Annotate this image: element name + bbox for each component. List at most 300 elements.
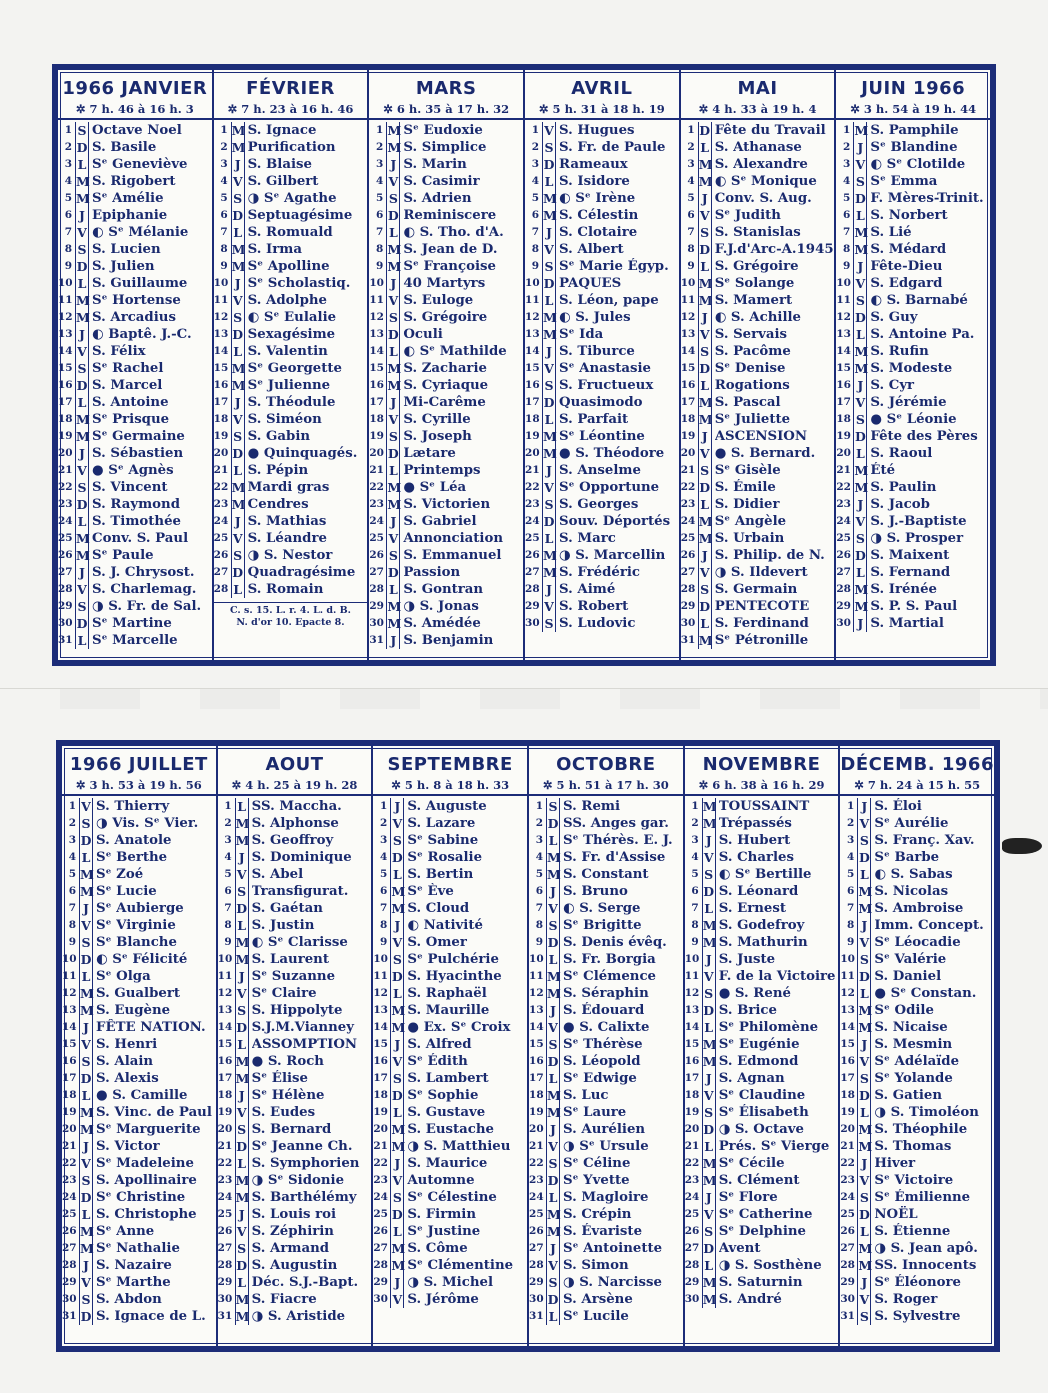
- saint-name: Sᵉ Prisque: [92, 412, 170, 427]
- weekday-letter: J: [75, 564, 89, 581]
- day-number: 18: [213, 413, 229, 425]
- weekday-letter: L: [235, 798, 249, 815]
- day-number: 23: [836, 498, 851, 510]
- saint-name: S. Roger: [874, 1292, 938, 1307]
- weekday-letter: V: [79, 1036, 93, 1053]
- saint-name: S. Franç. Xav.: [874, 833, 975, 848]
- weekday-letter: V: [857, 1291, 871, 1308]
- weekday-letter: M: [231, 259, 246, 274]
- day-row: [214, 190, 368, 207]
- day-number: 15: [836, 362, 851, 374]
- month-title: SEPTEMBRE: [387, 754, 513, 775]
- day-number: 11: [529, 970, 544, 982]
- weekday-letter: S: [542, 377, 556, 394]
- saint-name: S. Gaétan: [251, 901, 323, 916]
- day-row: [681, 615, 835, 632]
- saint-name: ◐ Sᵉ Mélanie: [92, 225, 189, 240]
- day-number: 27: [62, 1242, 77, 1254]
- weekday-letter: M: [547, 1207, 561, 1222]
- weekday-letter: D: [547, 1292, 559, 1307]
- day-number: 14: [529, 1021, 544, 1033]
- day-row: [840, 934, 994, 951]
- day-number: 25: [213, 532, 229, 544]
- day-row: [369, 428, 523, 445]
- weekday-letter: M: [543, 191, 557, 206]
- day-row: [681, 241, 835, 258]
- day-row: [836, 173, 990, 190]
- day-row: [62, 883, 216, 900]
- saint-name: S. Ignace: [247, 123, 317, 138]
- day-row: [525, 394, 679, 411]
- saint-name: ● Quinquagés.: [247, 446, 358, 461]
- day-row: [836, 394, 990, 411]
- saint-name: S. Romain: [247, 582, 324, 597]
- day-number: 2: [68, 817, 76, 829]
- saint-name: S. Bertin: [407, 867, 474, 882]
- weekday-letter: S: [79, 815, 93, 832]
- weekday-letter: M: [858, 1020, 873, 1035]
- day-row: [218, 1002, 372, 1019]
- day-row: [525, 496, 679, 513]
- saint-name: Septuagésime: [247, 208, 353, 223]
- weekday-letter: M: [387, 259, 402, 274]
- saint-name: S. Auguste: [407, 799, 487, 814]
- day-row: [681, 479, 835, 496]
- day-number: 12: [525, 311, 540, 323]
- weekday-letter: M: [76, 548, 90, 563]
- day-number: 7: [691, 902, 699, 914]
- day-number: 6: [380, 885, 388, 897]
- day-number: 11: [62, 970, 77, 982]
- day-number: 2: [843, 141, 851, 153]
- day-row: [840, 798, 994, 815]
- saint-name: S. Hyacinthe: [407, 969, 502, 984]
- day-row: [58, 309, 212, 326]
- month-title: JUIN 1966: [861, 78, 966, 99]
- day-number: 5: [687, 192, 695, 204]
- saint-name: S. Jérôme: [407, 1292, 479, 1307]
- weekday-letter: L: [75, 394, 89, 411]
- day-number: 30: [58, 617, 73, 629]
- day-row: [373, 815, 527, 832]
- day-row: [62, 1155, 216, 1172]
- day-row: [214, 139, 368, 156]
- weekday-letter: S: [857, 1189, 871, 1206]
- day-row: [685, 900, 839, 917]
- weekday-letter: L: [390, 1223, 404, 1240]
- weekday-letter: M: [391, 1241, 406, 1256]
- saint-name: Sᵉ Sabine: [407, 833, 479, 848]
- day-number: 9: [68, 936, 76, 948]
- weekday-letter: L: [702, 1019, 716, 1036]
- day-number: 20: [525, 447, 540, 459]
- saint-name: S. Grégoire: [403, 310, 488, 325]
- weekday-letter: M: [858, 901, 873, 916]
- saint-name: S. Arcadius: [92, 310, 176, 325]
- saint-name: S. Fiacre: [251, 1292, 317, 1307]
- saint-name: F. de la Victoire: [718, 969, 836, 984]
- day-row: [373, 900, 527, 917]
- day-row: [369, 581, 523, 598]
- day-row: [369, 462, 523, 479]
- saint-name: S. Aimé: [559, 582, 616, 597]
- month-column: [214, 70, 370, 660]
- weekday-letter: V: [698, 326, 712, 343]
- weekday-letter: J: [386, 394, 400, 411]
- weekday-letter: J: [546, 883, 560, 900]
- day-number: 12: [840, 987, 855, 999]
- weekday-letter: V: [386, 411, 400, 428]
- saint-name: S. Raoul: [870, 446, 933, 461]
- day-row: [58, 173, 212, 190]
- day-row: [58, 258, 212, 275]
- weekday-letter: S: [698, 462, 712, 479]
- day-row: [525, 479, 679, 496]
- saint-name: S. Ludovic: [559, 616, 636, 631]
- day-row: [62, 815, 216, 832]
- weekday-letter: M: [76, 191, 90, 206]
- saint-name: S. Léandre: [247, 531, 327, 546]
- weekday-letter: S: [857, 951, 871, 968]
- sunrise-sunset: ✲ 5 h. 31 à 18 h. 19: [525, 100, 679, 120]
- saint-name: Été: [870, 463, 896, 478]
- weekday-letter: J: [702, 1070, 716, 1087]
- sunrise-sunset: ✲ 7 h. 24 à 15 h. 55: [840, 776, 994, 796]
- weekday-letter: S: [542, 258, 556, 275]
- month-title: OCTOBRE: [556, 754, 656, 775]
- weekday-letter: L: [390, 1104, 404, 1121]
- weekday-letter: V: [546, 1019, 560, 1036]
- day-row: [525, 564, 679, 581]
- saint-name: Sᵉ Apolline: [247, 259, 330, 274]
- day-row: [373, 1053, 527, 1070]
- day-number: 14: [836, 345, 851, 357]
- day-row: [529, 1274, 683, 1291]
- saint-name: Sᵉ Jeanne Ch.: [251, 1139, 353, 1154]
- day-number: 29: [58, 600, 73, 612]
- day-number: 16: [373, 1055, 388, 1067]
- day-row: [685, 1223, 839, 1240]
- day-row: [58, 445, 212, 462]
- day-row: [373, 1104, 527, 1121]
- day-number: 13: [840, 1004, 855, 1016]
- sunrise-sunset: ✲ 5 h. 8 à 18 h. 33: [373, 776, 527, 796]
- day-row: [836, 139, 990, 156]
- weekday-letter: V: [542, 360, 556, 377]
- weekday-letter: D: [76, 616, 88, 631]
- weekday-letter: M: [543, 565, 557, 580]
- day-number: 2: [220, 141, 228, 153]
- day-row: [840, 900, 994, 917]
- day-row: [836, 445, 990, 462]
- weekday-letter: V: [853, 156, 867, 173]
- saint-name: S. Frédéric: [559, 565, 640, 580]
- day-number: 11: [217, 970, 233, 982]
- day-row: [58, 615, 212, 632]
- saint-name: S. Eugène: [96, 1003, 171, 1018]
- day-row: [836, 462, 990, 479]
- weekday-letter: M: [547, 986, 561, 1001]
- saint-name: S. Léopold: [563, 1054, 641, 1069]
- saint-name: Sᵉ Catherine: [718, 1207, 813, 1222]
- weekday-letter: M: [854, 361, 869, 376]
- saint-name: Sᵉ Marcelle: [92, 633, 178, 648]
- day-number: 13: [680, 328, 696, 340]
- sunrise-sunset: ✲ 4 h. 25 à 19 h. 28: [218, 776, 372, 796]
- day-number: 12: [529, 987, 544, 999]
- saint-name: ◑ S. Marcellin: [559, 548, 666, 563]
- saint-name: Sᵉ Lucie: [96, 884, 157, 899]
- day-row: [369, 343, 523, 360]
- day-number: 17: [213, 396, 229, 408]
- weekday-letter: S: [235, 1240, 249, 1257]
- saint-name: SS. Innocents: [874, 1258, 977, 1273]
- weekday-letter: S: [79, 1053, 93, 1070]
- weekday-letter: J: [546, 1121, 560, 1138]
- weekday-letter: J: [79, 1138, 93, 1155]
- day-number: 5: [220, 192, 228, 204]
- weekday-letter: J: [702, 1189, 716, 1206]
- day-number: 2: [687, 141, 695, 153]
- weekday-letter: L: [75, 632, 89, 649]
- saint-name: ◑ S. Prosper: [870, 531, 964, 546]
- saint-name: S. Émile: [714, 480, 776, 495]
- weekday-letter: V: [386, 530, 400, 547]
- day-number: 10: [58, 277, 73, 289]
- day-row: [369, 530, 523, 547]
- weekday-letter: J: [853, 615, 867, 632]
- weekday-letter: M: [698, 412, 713, 427]
- weekday-letter: M: [854, 463, 869, 478]
- saint-name: S. Nazaire: [96, 1258, 172, 1273]
- weekday-letter: D: [76, 259, 88, 274]
- weekday-letter: V: [386, 173, 400, 190]
- saint-name: S. Germain: [714, 582, 798, 597]
- saint-name: S. Godefroy: [718, 918, 805, 933]
- day-row: [58, 377, 212, 394]
- weekday-letter: D: [703, 1241, 715, 1256]
- weekday-letter: L: [79, 1206, 93, 1223]
- day-row: [840, 832, 994, 849]
- day-row: [58, 122, 212, 139]
- day-number: 11: [369, 294, 384, 306]
- weekday-letter: V: [235, 1223, 249, 1240]
- day-row: [369, 326, 523, 343]
- day-row: [218, 1291, 372, 1308]
- day-row: [214, 462, 368, 479]
- day-row: [529, 968, 683, 985]
- day-number: 19: [684, 1106, 700, 1118]
- saint-name: Sᵉ Martine: [92, 616, 172, 631]
- day-number: 2: [531, 141, 540, 153]
- saint-name: ◐ Sᵉ Mathilde: [403, 344, 507, 359]
- day-row: [218, 798, 372, 815]
- month-title: 1966 JUILLET: [69, 754, 208, 775]
- weekday-letter: D: [80, 1309, 92, 1324]
- day-row: [373, 1172, 527, 1189]
- weekday-letter: S: [75, 122, 89, 139]
- day-row: [58, 207, 212, 224]
- weekday-letter: S: [542, 139, 556, 156]
- day-row: [214, 275, 368, 292]
- day-list: [836, 120, 990, 632]
- weekday-letter: V: [853, 275, 867, 292]
- saint-name: ◐ Sᵉ Bertille: [718, 867, 812, 882]
- weekday-letter: L: [698, 258, 712, 275]
- day-number: 7: [531, 226, 540, 238]
- saint-name: S. Clotaire: [559, 225, 638, 240]
- day-number: 29: [217, 1276, 233, 1288]
- day-row: [529, 934, 683, 951]
- day-row: [529, 1155, 683, 1172]
- weekday-letter: D: [547, 1054, 559, 1069]
- calendar-card-jul-dec: [56, 740, 1000, 1352]
- day-row: [525, 309, 679, 326]
- day-number: 17: [684, 1072, 700, 1084]
- day-row: [529, 1257, 683, 1274]
- saint-name: ◑ S. Jonas: [403, 599, 479, 614]
- day-number: 25: [369, 532, 384, 544]
- saint-name: S. Léonard: [718, 884, 799, 899]
- day-number: 3: [531, 158, 540, 170]
- day-number: 17: [369, 396, 384, 408]
- day-row: [525, 598, 679, 615]
- weekday-letter: L: [235, 1155, 249, 1172]
- weekday-letter: V: [390, 1172, 404, 1189]
- weekday-letter: V: [702, 1087, 716, 1104]
- saint-name: ◐ S. Tho. d'A.: [403, 225, 504, 240]
- day-number: 16: [525, 379, 540, 391]
- weekday-letter: V: [79, 917, 93, 934]
- weekday-letter: M: [235, 1054, 250, 1069]
- day-row: [369, 156, 523, 173]
- weekday-letter: D: [236, 1020, 248, 1035]
- day-number: 4: [376, 175, 384, 187]
- saint-name: Sexagésime: [247, 327, 336, 342]
- weekday-letter: S: [390, 832, 404, 849]
- day-number: 16: [217, 1055, 233, 1067]
- day-number: 6: [535, 885, 544, 897]
- weekday-letter: L: [390, 866, 404, 883]
- saint-name: S. Constant: [563, 867, 649, 882]
- weekday-letter: M: [231, 361, 246, 376]
- saint-name: S. Daniel: [874, 969, 942, 984]
- day-number: 26: [680, 549, 696, 561]
- saint-name: S. Pascal: [714, 395, 781, 410]
- weekday-letter: S: [853, 411, 867, 428]
- weekday-letter: J: [857, 1274, 871, 1291]
- saint-name: Sᵉ Geneviève: [92, 157, 188, 172]
- weekday-letter: M: [854, 582, 869, 597]
- day-row: [58, 581, 212, 598]
- weekday-letter: J: [235, 1087, 249, 1104]
- day-number: 19: [62, 1106, 77, 1118]
- day-row: [529, 866, 683, 883]
- day-number: 31: [369, 634, 384, 646]
- day-number: 27: [213, 566, 229, 578]
- weekday-letter: M: [80, 884, 94, 899]
- saint-name: Sᵉ Célestine: [407, 1190, 497, 1205]
- weekday-letter: D: [76, 378, 88, 393]
- day-row: [840, 985, 994, 1002]
- weekday-letter: M: [391, 1258, 406, 1273]
- day-row: [840, 1121, 994, 1138]
- day-row: [58, 241, 212, 258]
- day-number: 27: [836, 566, 851, 578]
- saint-name: Rameaux: [559, 157, 628, 172]
- saint-name: ◑ S. Matthieu: [407, 1139, 511, 1154]
- saint-name: S. Albert: [559, 242, 624, 257]
- day-number: 21: [525, 464, 540, 476]
- weekday-letter: M: [702, 918, 717, 933]
- day-row: [685, 1002, 839, 1019]
- saint-name: S. André: [718, 1292, 782, 1307]
- day-number: 27: [58, 566, 73, 578]
- saint-name: S. Basile: [92, 140, 157, 155]
- day-number: 11: [680, 294, 696, 306]
- day-row: [369, 275, 523, 292]
- day-number: 22: [213, 481, 229, 493]
- saint-name: S. Éloi: [874, 799, 922, 814]
- day-number: 10: [525, 277, 540, 289]
- day-number: 18: [840, 1089, 855, 1101]
- saint-name: S. Joseph: [403, 429, 472, 444]
- weekday-letter: L: [390, 985, 404, 1002]
- weekday-letter: M: [698, 174, 713, 189]
- weekday-letter: M: [543, 310, 557, 325]
- weekday-letter: L: [75, 275, 89, 292]
- day-row: [836, 156, 990, 173]
- day-number: 14: [680, 345, 696, 357]
- day-number: 14: [217, 1021, 233, 1033]
- weekday-letter: J: [546, 1240, 560, 1257]
- saint-name: Sᵉ Yvette: [563, 1173, 630, 1188]
- weekday-letter: L: [231, 462, 245, 479]
- saint-name: S. Sébastien: [92, 446, 184, 461]
- saint-name: S. Gabin: [247, 429, 311, 444]
- saint-name: S. Alexandre: [714, 157, 808, 172]
- day-row: [681, 207, 835, 224]
- day-number: 24: [58, 515, 73, 527]
- saint-name: S. Didier: [714, 497, 780, 512]
- saint-name: S. Marcel: [92, 378, 163, 393]
- day-number: 23: [373, 1174, 388, 1186]
- saint-name: S. Augustin: [251, 1258, 338, 1273]
- saint-name: S. J. Chrysost.: [92, 565, 195, 580]
- weekday-letter: M: [235, 833, 250, 848]
- day-number: 21: [217, 1140, 233, 1152]
- weekday-letter: D: [76, 140, 88, 155]
- weekday-letter: M: [387, 599, 402, 614]
- day-row: [685, 1240, 839, 1257]
- weekday-letter: M: [391, 884, 406, 899]
- day-row: [840, 883, 994, 900]
- weekday-letter: M: [80, 1224, 94, 1239]
- saint-name: Sᵉ Valérie: [874, 952, 947, 967]
- day-number: 17: [525, 396, 540, 408]
- day-number: 17: [680, 396, 696, 408]
- day-number: 4: [847, 851, 855, 863]
- saint-name: S. Alain: [96, 1054, 154, 1069]
- saint-name: S. Alfred: [407, 1037, 472, 1052]
- saint-name: ◐ Sᵉ Eulalie: [247, 310, 337, 325]
- day-number: 20: [840, 1123, 855, 1135]
- saint-name: Sᵉ Aurélie: [874, 816, 949, 831]
- day-row: [836, 309, 990, 326]
- saint-name: S. Eustache: [407, 1122, 495, 1137]
- day-list: [58, 120, 212, 649]
- day-row: [840, 815, 994, 832]
